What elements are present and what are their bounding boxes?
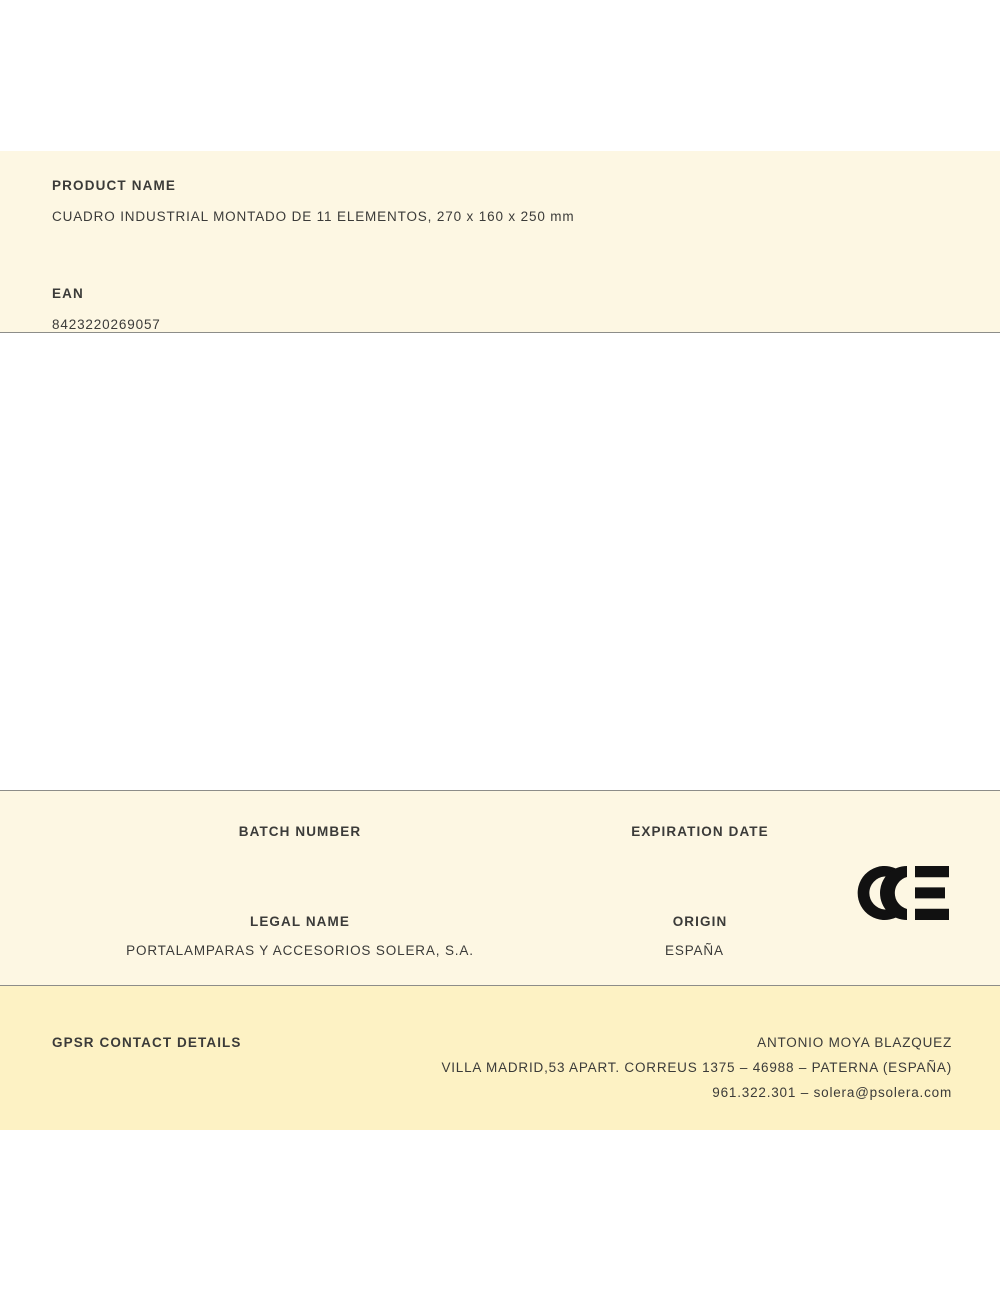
expiration-date-label: EXPIRATION DATE xyxy=(631,824,769,839)
gpsr-contact-address: VILLA MADRID,53 APART. CORREUS 1375 – 46988 – PATERNA (ESPAÑA) xyxy=(441,1060,952,1075)
ce-mark-icon xyxy=(855,862,951,924)
legal-name-label: LEGAL NAME xyxy=(249,914,350,929)
product-info-content xyxy=(52,178,952,332)
gpsr-contact-name: ANTONIO MOYA BLAZQUEZ xyxy=(757,1035,952,1050)
batch-legal-band xyxy=(0,790,1000,986)
ean-value: 8423220269057 xyxy=(52,317,161,332)
origin-label: ORIGIN xyxy=(672,914,728,929)
blank-content-area xyxy=(0,333,1000,790)
product-name-label: PRODUCT NAME xyxy=(52,178,177,193)
footer-blank-area xyxy=(0,1130,1000,1300)
gpsr-contact-phone-email: 961.322.301 – solera@psolera.com xyxy=(712,1085,952,1100)
gpsr-contact-band xyxy=(0,986,1000,1130)
gpsr-contact-label: GPSR CONTACT DETAILS xyxy=(52,1035,242,1050)
batch-number-label: BATCH NUMBER xyxy=(238,824,362,839)
gpsr-contact-details xyxy=(252,1030,952,1105)
legal-name-value: PORTALAMPARAS Y ACCESORIOS SOLERA, S.A. xyxy=(126,943,474,958)
product-name-value: CUADRO INDUSTRIAL MONTADO DE 11 ELEMENTOS, 270 x 160 x 250 mm xyxy=(52,209,575,224)
ean-label: EAN xyxy=(52,286,84,301)
product-info-band xyxy=(0,150,1000,333)
origin-value: ESPAÑA xyxy=(665,943,724,958)
